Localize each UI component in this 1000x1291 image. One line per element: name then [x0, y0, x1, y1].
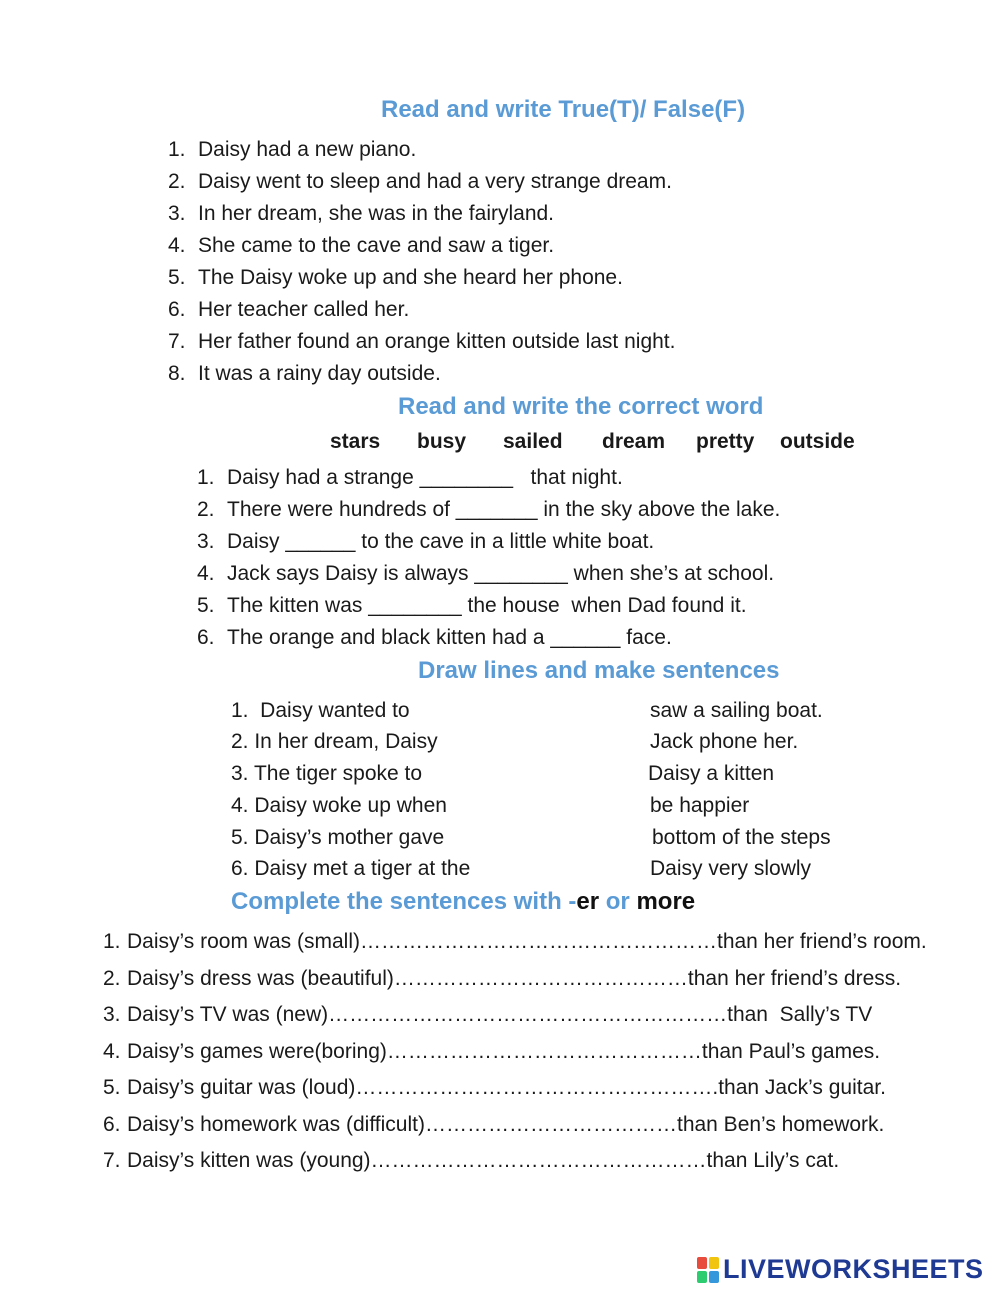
list-item: 2. There were hundreds of _______ in the sky above the lake.	[197, 498, 781, 521]
match-right-item[interactable]: saw a sailing boat.	[650, 699, 823, 722]
word-bank-item: dream	[602, 430, 666, 453]
list-item: 6. Daisy’s homework was (difficult)………………………………than Ben’s homework.	[103, 1113, 885, 1136]
logo-square	[697, 1257, 707, 1269]
list-item: 6. Her teacher called her.	[168, 298, 410, 321]
logo-square	[709, 1257, 719, 1269]
list-item: 2. Daisy went to sleep and had a very strange dream.	[168, 170, 672, 193]
match-left-item[interactable]: 6. Daisy met a tiger at the	[231, 857, 471, 880]
match-left-item[interactable]: 4. Daisy woke up when	[231, 794, 447, 817]
section2-title: Read and write the correct word	[398, 393, 764, 420]
word-bank-item: sailed	[503, 430, 563, 453]
list-item: 1. Daisy had a new piano.	[168, 138, 417, 161]
match-right-item[interactable]: Daisy a kitten	[648, 762, 775, 785]
list-item: 8. It was a rainy day outside.	[168, 362, 441, 385]
list-item: 4. Daisy’s games were(boring)………………………………………than Paul’s games.	[103, 1040, 881, 1063]
list-item: 4. She came to the cave and saw a tiger.	[168, 234, 555, 257]
logo-square	[709, 1271, 719, 1283]
list-item: 1. Daisy’s room was (small)……………………………………………than her friend’s room.	[103, 930, 927, 953]
match-left-item[interactable]: 1. Daisy wanted to	[231, 699, 410, 722]
list-item: 3. In her dream, she was in the fairyland.	[168, 202, 555, 225]
match-left-item[interactable]: 3. The tiger spoke to	[231, 762, 423, 785]
match-left-item[interactable]: 5. Daisy’s mother gave	[231, 826, 445, 849]
list-item: 3. Daisy ______ to the cave in a little white boat.	[197, 530, 655, 553]
list-item: 5. The Daisy woke up and she heard her phone.	[168, 266, 623, 289]
list-item: 4. Jack says Daisy is always ________ when she’s at school.	[197, 562, 775, 585]
word-bank-item: stars	[330, 430, 381, 453]
word-bank-item: pretty	[696, 430, 755, 453]
list-item: 3. Daisy’s TV was (new)…………………………………………………than Sally’s TV	[103, 1003, 873, 1026]
logo-square	[697, 1271, 707, 1283]
section3-title: Draw lines and make sentences	[418, 657, 780, 684]
section4-title: Complete the sentences with -er or more	[231, 888, 696, 915]
liveworksheets-logo	[697, 1254, 984, 1285]
logo-text: LIVEWORKSHEETS	[723, 1254, 984, 1284]
match-right-item[interactable]: Jack phone her.	[650, 730, 799, 753]
list-item: 2. Daisy’s dress was (beautiful)……………………………………than her friend’s dress.	[103, 967, 902, 990]
list-item: 5. The kitten was ________ the house when Dad found it.	[197, 594, 747, 617]
match-right-item[interactable]: Daisy very slowly	[650, 857, 812, 880]
list-item: 7. Her father found an orange kitten outside last night.	[168, 330, 676, 353]
logo-mark-icon	[697, 1257, 719, 1283]
section1-title: Read and write True(T)/ False(F)	[381, 96, 746, 123]
list-item: 1. Daisy had a strange ________ that night.	[197, 466, 623, 489]
match-right-item[interactable]: bottom of the steps	[652, 826, 831, 849]
list-item: 7. Daisy’s kitten was (young)…………………………………………than Lily’s cat.	[103, 1149, 840, 1172]
list-item: 6. The orange and black kitten had a ______ face.	[197, 626, 672, 649]
list-item: 5. Daisy’s guitar was (loud)…………………………………………….than Jack’s guitar.	[103, 1076, 886, 1099]
word-bank-item: outside	[780, 430, 855, 453]
match-right-item[interactable]: be happier	[650, 794, 750, 817]
match-left-item[interactable]: 2. In her dream, Daisy	[231, 730, 438, 753]
word-bank-item: busy	[417, 430, 467, 453]
